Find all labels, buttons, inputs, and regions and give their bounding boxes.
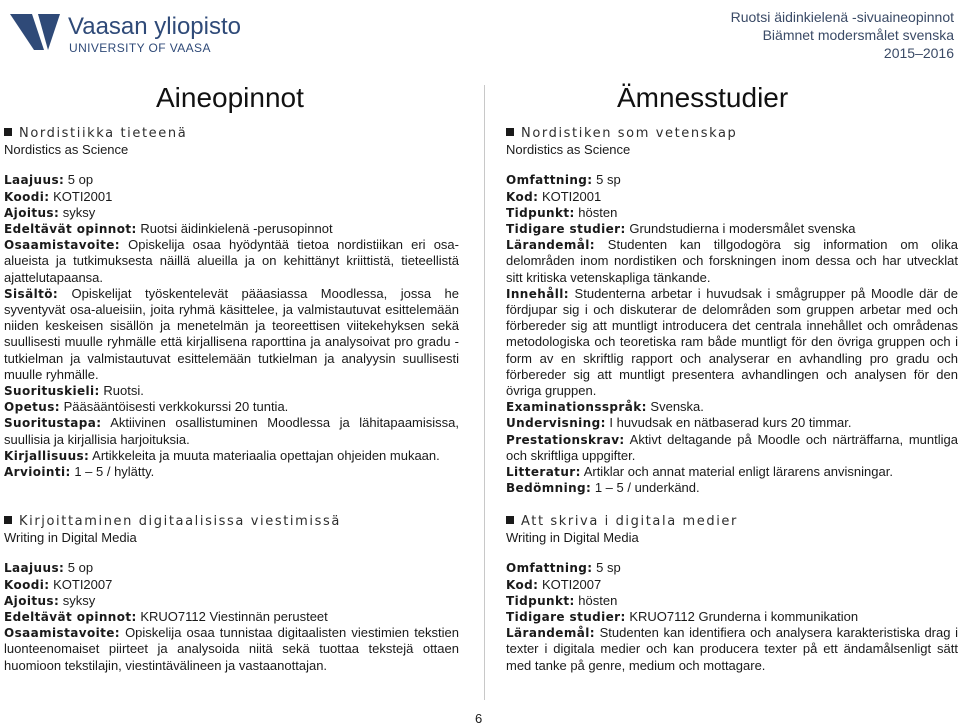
course-field: [506, 172, 958, 188]
header-line-1: Ruotsi äidinkielenä -sivuaineopinnot: [730, 9, 954, 25]
course-field: [506, 577, 958, 593]
bullet-square-icon: [4, 128, 12, 136]
field-value: Aktiivinen osallistuminen Moodlessa ja lähitapaamisissa, suullisia ja kirjallisia harjoituksia.: [4, 415, 459, 447]
course-field: [4, 625, 459, 674]
course-field: [4, 189, 459, 205]
field-value: KOTI2001: [49, 188, 113, 204]
column-divider: [484, 85, 485, 700]
course-field: [4, 415, 459, 447]
field-label: Innehåll:: [506, 286, 569, 301]
field-label: Lärandemål:: [506, 626, 595, 641]
field-value: KOTI2007: [49, 576, 113, 592]
field-value: hösten: [574, 204, 618, 220]
field-label: Tidpunkt:: [506, 593, 575, 608]
field-value: 5 op: [64, 560, 94, 576]
course-field: [506, 221, 958, 237]
course-title: [506, 126, 958, 142]
course-field: [4, 399, 459, 415]
course-title-english: Nordistics as Science: [506, 142, 631, 158]
field-value: syksy: [59, 204, 96, 220]
field-value: 1 – 5 / hylätty.: [70, 464, 155, 480]
field-value: 5 sp: [592, 172, 621, 188]
course-field: [506, 432, 958, 464]
course-field: [4, 560, 459, 576]
field-label: Undervisning:: [506, 416, 606, 431]
field-value: hösten: [574, 592, 618, 608]
course-section-fi-2: [4, 514, 459, 674]
course-field: [506, 286, 958, 399]
course-field: [506, 237, 958, 286]
field-value: Opiskelija osaa hyödyntää tietoa nordistiikan eri osa-alueista ja tutkimuksesta näillä alueilla ja on kehittänyt kriittistä, tieteellistä ajattelutapaansa.: [4, 237, 459, 285]
course-field: [4, 205, 459, 221]
field-label: Koodi:: [4, 189, 50, 204]
course-section-sv-2: [506, 514, 958, 674]
right-column-title: Ämnesstudier: [617, 82, 789, 113]
field-value: Aktivt deltagande på Moodle och närträffarna, muntliga och skriftliga uppgifter.: [506, 431, 958, 463]
field-value: 1 – 5 / underkänd.: [591, 480, 700, 496]
logo-name: Vaasan yliopisto: [68, 13, 241, 40]
course-field: [506, 625, 958, 674]
field-value: Studenten kan tillgodogöra sig information om olika delområden inom nordistiken och forskningen inom dessa och har utvecklat sitt kritiska vetenskapliga tänkande.: [506, 237, 958, 285]
course-title: [506, 514, 958, 530]
course-field: [4, 464, 459, 480]
field-value: KRUO7112 Viestinnän perusteet: [136, 609, 328, 625]
field-label: Omfattning:: [506, 173, 593, 188]
bullet-square-icon: [506, 516, 514, 524]
course-field: [506, 205, 958, 221]
course-title: [4, 126, 459, 142]
bullet-square-icon: [506, 128, 514, 136]
field-value: KOTI2007: [538, 576, 602, 592]
field-label: Edeltävät opinnot:: [4, 222, 137, 237]
field-value: I huvudsak en nätbaserad kurs 20 timmar.: [605, 415, 852, 431]
course-field: [4, 383, 459, 399]
course-field: [4, 237, 459, 286]
field-label: Suoritustapa:: [4, 416, 102, 431]
course-title-text: Att skriva i digitala medier: [521, 514, 738, 529]
course-field: [4, 577, 459, 593]
logo-subname: UNIVERSITY OF VAASA: [69, 41, 211, 55]
field-value: Opiskelija osaa tunnistaa digitaalisten viestimien tekstien luonteenomaiset piirteet ja analysoida niitä sekä tuottaa tekstejä ottaen huomioon tekstilajin, viestintävälineen ja vastaanottajan.: [4, 625, 459, 673]
field-label: Edeltävät opinnot:: [4, 610, 137, 625]
course-title-english: Writing in Digital Media: [4, 530, 137, 546]
course-field: [4, 286, 459, 383]
course-field: [506, 593, 958, 609]
course-field: [506, 560, 958, 576]
field-value: syksy: [59, 592, 96, 608]
field-value: Pääsääntöisesti verkkokurssi 20 tuntia.: [59, 399, 289, 415]
field-label: Opetus:: [4, 400, 60, 415]
course-field: [506, 464, 958, 480]
field-label: Sisältö:: [4, 286, 59, 301]
field-value: Artikkeleita ja muuta materiaalia opettajan ohjeiden mukaan.: [89, 447, 440, 463]
field-label: Laajuus:: [4, 561, 65, 576]
document-header: [731, 8, 954, 62]
course-title-english: Nordistics as Science: [4, 142, 129, 158]
field-label: Lärandemål:: [506, 238, 595, 253]
field-label: Examinationsspråk:: [506, 400, 647, 415]
field-label: Osaamistavoite:: [4, 626, 120, 641]
field-label: Arviointi:: [4, 465, 71, 480]
field-label: Laajuus:: [4, 173, 65, 188]
logo-graphic: [8, 8, 248, 58]
field-label: Kod:: [506, 577, 539, 592]
field-value: Opiskelijat työskentelevät pääasiassa Moodlessa, jossa he syventyvät osa-alueisiin, joita ryhmä käsittelee, ja valmistautuvat esittelemään niiden keskeisen sisällön ja menetelmän ja teoreettisen viitekehyksen sekä suullisesti muulle ryhmälle että kirjallisena raporttina ja analysoivat pro gradu -tutkielman ja valmistautuvat esittelemään tutkielman ja analyysin suullisesti muulle ryhmälle.: [4, 285, 459, 382]
field-label: Suorituskieli:: [4, 384, 100, 399]
course-field: [4, 593, 459, 609]
course-field: [4, 609, 459, 625]
field-value: KRUO7112 Grunderna i kommunikation: [625, 609, 859, 625]
field-label: Kod:: [506, 189, 539, 204]
course-field: [506, 415, 958, 431]
course-title-text: Nordistiken som vetenskap: [521, 126, 738, 141]
course-title-text: Kirjoittaminen digitaalisissa viestimissä: [19, 514, 341, 529]
course-field: [4, 221, 459, 237]
field-value: Ruotsi.: [99, 383, 144, 399]
field-value: Grundstudierna i modersmålet svenska: [625, 221, 856, 237]
course-title: [4, 514, 459, 530]
field-value: 5 sp: [592, 560, 621, 576]
field-label: Kirjallisuus:: [4, 448, 90, 463]
course-section-sv-1: [506, 126, 958, 496]
course-title-text: Nordistiikka tieteenä: [19, 126, 188, 141]
field-label: Osaamistavoite:: [4, 238, 120, 253]
bullet-square-icon: [4, 516, 12, 524]
field-label: Prestationskrav:: [506, 432, 625, 447]
page-number: 6: [475, 711, 483, 726]
field-value: KOTI2001: [538, 188, 602, 204]
course-section-fi-1: [4, 126, 459, 480]
header-line-2: Biämnet modersmålet svenska: [762, 27, 954, 43]
course-field: [506, 399, 958, 415]
field-value: Artiklar och annat material enligt lärarens anvisningar.: [580, 464, 893, 480]
field-label: Tidigare studier:: [506, 222, 626, 237]
field-value: Studenten kan identifiera och analysera karakteristiska drag i texter i digitala medier och kan producera texter på ett ändamålsenligt sätt med tanke på genre, medium och mottagare.: [506, 625, 958, 673]
field-label: Bedömning:: [506, 481, 592, 496]
course-field: [506, 189, 958, 205]
course-title-english: Writing in Digital Media: [506, 530, 639, 546]
field-value: Studenterna arbetar i huvudsak i smågrupper på Moodle där de fördjupar sig i och diskuterar de delområden som gruppen arbetar med och förbereder sig att muntligt introducera det centrala innehållet och områdenas metodologiska och teoretiska ram både muntligt för den övriga gruppen och i form av en skriftlig rapport och analyserar en avhandling pro gradu och förbereder sig att muntligt presentera avhandlingen och analysen för den övriga gruppen.: [506, 285, 958, 399]
field-value: Ruotsi äidinkielenä -perusopinnot: [136, 221, 333, 237]
field-label: Ajoitus:: [4, 593, 60, 608]
field-label: Ajoitus:: [4, 205, 60, 220]
field-label: Koodi:: [4, 577, 50, 592]
field-value: Svenska.: [646, 399, 704, 415]
course-field: [506, 609, 958, 625]
field-label: Tidigare studier:: [506, 610, 626, 625]
field-value: 5 op: [64, 172, 94, 188]
field-label: Omfattning:: [506, 561, 593, 576]
course-field: [4, 172, 459, 188]
course-field: [4, 448, 459, 464]
field-label: Tidpunkt:: [506, 205, 575, 220]
header-line-3: 2015–2016: [883, 45, 954, 61]
left-column-title: Aineopinnot: [156, 82, 304, 113]
field-label: Litteratur:: [506, 465, 581, 480]
university-logo: [8, 8, 248, 58]
course-field: [506, 480, 958, 496]
